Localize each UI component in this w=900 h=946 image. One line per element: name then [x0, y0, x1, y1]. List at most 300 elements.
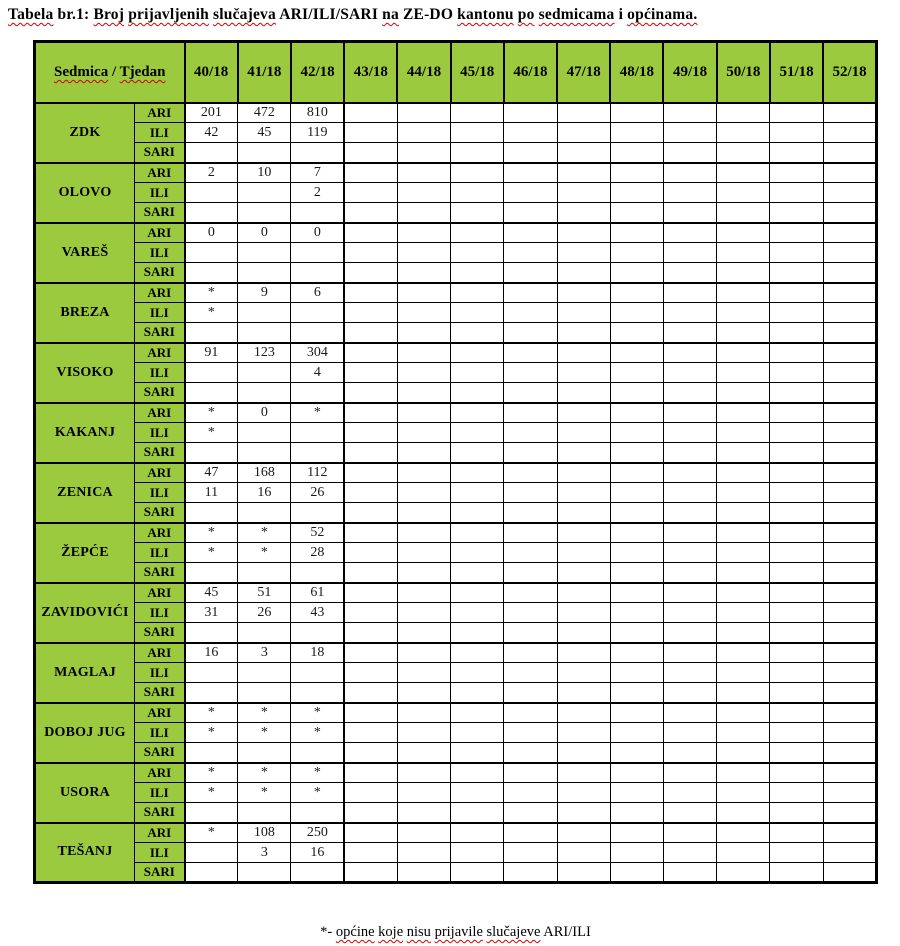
row-type-cell: ARI [135, 163, 185, 183]
table-row [35, 483, 877, 503]
table-row [35, 123, 877, 143]
data-cell [717, 203, 770, 223]
data-cell [291, 803, 344, 823]
data-cell [344, 603, 397, 623]
data-cell [717, 363, 770, 383]
data-cell [663, 683, 716, 703]
row-type-cell: ARI [135, 583, 185, 603]
data-cell [610, 623, 663, 643]
data-cell [610, 343, 663, 363]
data-cell [717, 603, 770, 623]
data-cell [823, 863, 876, 883]
data-cell [610, 363, 663, 383]
data-cell: 18 [291, 643, 344, 663]
data-cell [663, 343, 716, 363]
data-cell [397, 283, 450, 303]
data-cell [717, 763, 770, 783]
data-cell [504, 863, 557, 883]
data-cell: 9 [238, 283, 291, 303]
data-cell: 0 [291, 223, 344, 243]
data-cell [770, 503, 823, 523]
data-cell [717, 343, 770, 363]
data-cell [344, 783, 397, 803]
data-cell [504, 503, 557, 523]
data-cell: * [185, 303, 238, 323]
row-type-cell: ARI [135, 283, 185, 303]
data-cell: 10 [238, 163, 291, 183]
row-type-cell: ARI [135, 763, 185, 783]
data-cell [238, 663, 291, 683]
table-row [35, 163, 877, 183]
data-cell [717, 583, 770, 603]
data-cell [717, 123, 770, 143]
row-type-cell: ARI [135, 343, 185, 363]
data-cell [610, 603, 663, 623]
data-cell [397, 683, 450, 703]
data-cell [504, 563, 557, 583]
data-cell [717, 503, 770, 523]
data-cell [291, 263, 344, 283]
data-cell [557, 123, 610, 143]
municipality-cell: USORA [35, 763, 135, 823]
data-cell [717, 263, 770, 283]
data-cell [557, 303, 610, 323]
data-cell: 112 [291, 463, 344, 483]
spellcheck-underlined-word: općine [335, 924, 375, 940]
data-cell [504, 803, 557, 823]
table-row [35, 443, 877, 463]
data-cell [504, 283, 557, 303]
spellcheck-underlined-word: koje [378, 924, 404, 940]
data-cell [610, 503, 663, 523]
data-cell [344, 643, 397, 663]
data-cell [451, 443, 504, 463]
data-cell [185, 863, 238, 883]
data-cell: 810 [291, 103, 344, 123]
municipality-cell: DOBOJ JUG [35, 703, 135, 763]
data-cell [770, 343, 823, 363]
spellcheck-underlined-word: općinama. [627, 6, 698, 23]
table-header [35, 42, 877, 103]
data-cell [610, 643, 663, 663]
data-cell [185, 443, 238, 463]
data-cell [451, 483, 504, 503]
data-cell: 304 [291, 343, 344, 363]
data-cell [610, 863, 663, 883]
spellcheck-underlined-word: prijavile [434, 924, 483, 940]
data-cell [823, 803, 876, 823]
data-cell [823, 523, 876, 543]
data-cell [397, 723, 450, 743]
data-cell [451, 343, 504, 363]
data-cell [238, 143, 291, 163]
data-cell [770, 263, 823, 283]
week-header-cell: 44/18 [397, 42, 450, 103]
data-cell [344, 743, 397, 763]
row-type-cell: SARI [135, 503, 185, 523]
data-cell [610, 823, 663, 843]
data-cell [557, 363, 610, 383]
data-cell [770, 323, 823, 343]
data-cell [823, 163, 876, 183]
data-cell [717, 443, 770, 463]
data-cell [823, 423, 876, 443]
data-cell [291, 863, 344, 883]
week-header-cell: 43/18 [344, 42, 397, 103]
data-cell [291, 623, 344, 643]
data-cell [557, 323, 610, 343]
data-cell [717, 483, 770, 503]
data-cell [663, 783, 716, 803]
table-row [35, 343, 877, 363]
data-cell [663, 503, 716, 523]
data-cell [557, 803, 610, 823]
row-type-cell: SARI [135, 563, 185, 583]
data-cell [823, 623, 876, 643]
data-cell [663, 103, 716, 123]
data-cell [823, 483, 876, 503]
table-row [35, 383, 877, 403]
data-cell [557, 643, 610, 663]
data-cell: 201 [185, 103, 238, 123]
data-cell [504, 783, 557, 803]
data-cell [663, 263, 716, 283]
data-cell [823, 583, 876, 603]
data-cell [557, 143, 610, 163]
data-cell [663, 383, 716, 403]
data-cell [823, 263, 876, 283]
data-cell: 51 [238, 583, 291, 603]
data-cell: 43 [291, 603, 344, 623]
data-cell [823, 783, 876, 803]
data-cell [238, 443, 291, 463]
row-type-cell: SARI [135, 143, 185, 163]
data-cell: * [238, 783, 291, 803]
data-cell [823, 383, 876, 403]
data-cell [397, 483, 450, 503]
data-cell [557, 263, 610, 283]
data-cell [504, 183, 557, 203]
data-cell [397, 103, 450, 123]
data-cell: * [185, 283, 238, 303]
data-cell [770, 463, 823, 483]
data-cell [397, 443, 450, 463]
data-cell [504, 143, 557, 163]
data-cell [291, 243, 344, 263]
data-cell [770, 603, 823, 623]
table-row [35, 423, 877, 443]
data-cell [557, 203, 610, 223]
data-cell [557, 503, 610, 523]
municipality-cell: VISOKO [35, 343, 135, 403]
data-cell [663, 663, 716, 683]
data-cell: 47 [185, 463, 238, 483]
spellcheck-underlined-word: slučajeve [486, 924, 541, 940]
data-cell [451, 503, 504, 523]
data-cell [504, 743, 557, 763]
data-cell: 52 [291, 523, 344, 543]
week-header-cell: 51/18 [770, 42, 823, 103]
data-cell [770, 123, 823, 143]
data-cell [238, 503, 291, 523]
data-cell [823, 103, 876, 123]
data-cell [823, 643, 876, 663]
data-cell [823, 663, 876, 683]
row-type-cell: ARI [135, 643, 185, 663]
week-header-cell: 41/18 [238, 42, 291, 103]
data-cell [770, 203, 823, 223]
data-cell: 119 [291, 123, 344, 143]
row-type-cell: SARI [135, 743, 185, 763]
data-cell [610, 523, 663, 543]
table-row [35, 843, 877, 863]
data-cell: 3 [238, 843, 291, 863]
table-row [35, 723, 877, 743]
data-cell: 472 [238, 103, 291, 123]
data-cell [397, 603, 450, 623]
data-cell [663, 163, 716, 183]
data-cell [451, 203, 504, 223]
data-cell: * [185, 823, 238, 843]
data-cell [185, 203, 238, 223]
data-cell [557, 823, 610, 843]
data-cell [451, 783, 504, 803]
municipality-cell: ŽEPĆE [35, 523, 135, 583]
table-row [35, 603, 877, 623]
data-cell [770, 863, 823, 883]
data-cell [504, 443, 557, 463]
data-cell [291, 383, 344, 403]
row-type-cell: ILI [135, 783, 185, 803]
data-cell [397, 643, 450, 663]
data-cell [238, 863, 291, 883]
data-cell [557, 663, 610, 683]
data-cell [451, 403, 504, 423]
data-cell [770, 163, 823, 183]
data-cell [610, 303, 663, 323]
data-cell [185, 183, 238, 203]
data-cell [663, 863, 716, 883]
data-cell [504, 383, 557, 403]
data-cell [610, 843, 663, 863]
data-cell [557, 403, 610, 423]
table-row [35, 583, 877, 603]
data-cell [504, 603, 557, 623]
data-cell [451, 803, 504, 823]
data-cell [717, 243, 770, 263]
data-cell [717, 783, 770, 803]
data-cell [397, 203, 450, 223]
table-row [35, 783, 877, 803]
data-cell: * [185, 543, 238, 563]
data-cell [663, 563, 716, 583]
data-cell [344, 523, 397, 543]
data-cell [717, 843, 770, 863]
data-cell [717, 643, 770, 663]
data-cell [610, 463, 663, 483]
data-cell [344, 203, 397, 223]
table-row [35, 703, 877, 723]
data-cell [610, 383, 663, 403]
data-cell [504, 823, 557, 843]
data-cell [504, 723, 557, 743]
data-cell: 250 [291, 823, 344, 843]
data-cell [557, 783, 610, 803]
data-cell [557, 603, 610, 623]
data-cell [557, 423, 610, 443]
table-row [35, 143, 877, 163]
data-cell [557, 863, 610, 883]
data-cell [663, 223, 716, 243]
data-cell [610, 663, 663, 683]
data-cell [823, 323, 876, 343]
data-cell: 0 [238, 403, 291, 423]
data-cell [238, 183, 291, 203]
data-cell [344, 583, 397, 603]
data-cell [397, 423, 450, 443]
data-cell: * [291, 783, 344, 803]
row-type-cell: ILI [135, 543, 185, 563]
table-row [35, 663, 877, 683]
data-cell [185, 843, 238, 863]
data-cell [397, 363, 450, 383]
table-row [35, 623, 877, 643]
data-cell [504, 403, 557, 423]
table-row [35, 643, 877, 663]
data-cell [238, 803, 291, 823]
row-type-cell: SARI [135, 803, 185, 823]
data-cell [344, 263, 397, 283]
data-cell [451, 683, 504, 703]
data-cell [451, 723, 504, 743]
data-cell [663, 763, 716, 783]
data-cell [291, 663, 344, 683]
data-cell [397, 803, 450, 823]
header-row [35, 42, 877, 103]
data-cell [770, 643, 823, 663]
data-cell [770, 283, 823, 303]
week-header-cell: 50/18 [717, 42, 770, 103]
data-cell [663, 443, 716, 463]
data-cell [397, 243, 450, 263]
data-cell [823, 343, 876, 363]
data-cell [557, 543, 610, 563]
data-cell [291, 443, 344, 463]
data-cell [344, 103, 397, 123]
data-cell [344, 143, 397, 163]
data-cell: * [291, 723, 344, 743]
data-cell [557, 523, 610, 543]
data-cell [451, 643, 504, 663]
corner-header-cell: Sedmica / Tjedan [35, 42, 185, 103]
data-cell [610, 563, 663, 583]
data-cell [663, 823, 716, 843]
data-cell [504, 223, 557, 243]
data-cell: 2 [291, 183, 344, 203]
table-row [35, 403, 877, 423]
row-type-cell: SARI [135, 683, 185, 703]
data-cell [185, 143, 238, 163]
data-cell [610, 123, 663, 143]
data-cell [610, 443, 663, 463]
data-cell [610, 783, 663, 803]
data-cell [238, 203, 291, 223]
data-cell [504, 423, 557, 443]
data-cell [717, 623, 770, 643]
data-cell [344, 763, 397, 783]
data-cell [557, 583, 610, 603]
data-cell [185, 243, 238, 263]
data-cell [451, 423, 504, 443]
table-body [35, 103, 877, 883]
data-cell [823, 723, 876, 743]
data-cell [185, 663, 238, 683]
data-cell: * [291, 703, 344, 723]
data-cell [823, 243, 876, 263]
data-cell [291, 423, 344, 443]
data-cell [291, 203, 344, 223]
row-type-cell: ILI [135, 483, 185, 503]
table-row [35, 863, 877, 883]
table-row [35, 103, 877, 123]
data-cell [823, 183, 876, 203]
data-cell: * [185, 723, 238, 743]
row-type-cell: ILI [135, 303, 185, 323]
data-cell [663, 123, 716, 143]
data-cell [344, 483, 397, 503]
data-cell [663, 703, 716, 723]
data-cell [185, 683, 238, 703]
data-cell [610, 243, 663, 263]
data-cell [770, 423, 823, 443]
data-cell [663, 803, 716, 823]
data-cell [770, 483, 823, 503]
data-cell [610, 423, 663, 443]
data-cell [344, 403, 397, 423]
data-cell [557, 343, 610, 363]
row-type-cell: ILI [135, 243, 185, 263]
data-cell [451, 763, 504, 783]
data-cell [610, 703, 663, 723]
data-cell [504, 523, 557, 543]
data-cell [291, 563, 344, 583]
data-cell [238, 243, 291, 263]
week-header-cell: 40/18 [185, 42, 238, 103]
data-cell [451, 243, 504, 263]
week-header-cell: 47/18 [557, 42, 610, 103]
data-cell [291, 143, 344, 163]
data-cell: 26 [238, 603, 291, 623]
data-cell [610, 543, 663, 563]
data-cell [238, 743, 291, 763]
data-cell [610, 203, 663, 223]
table-row [35, 803, 877, 823]
spellcheck-underlined-word: Broj [93, 6, 125, 23]
data-cell [397, 163, 450, 183]
data-cell [770, 543, 823, 563]
spellcheck-underlined-word: Sedmica [54, 63, 109, 80]
row-type-cell: SARI [135, 623, 185, 643]
data-cell: * [238, 723, 291, 743]
row-type-cell: ARI [135, 463, 185, 483]
data-cell [770, 803, 823, 823]
data-cell [397, 263, 450, 283]
data-cell [238, 623, 291, 643]
data-cell [397, 143, 450, 163]
data-cell: 4 [291, 363, 344, 383]
data-cell [504, 703, 557, 723]
municipality-cell: MAGLAJ [35, 643, 135, 703]
